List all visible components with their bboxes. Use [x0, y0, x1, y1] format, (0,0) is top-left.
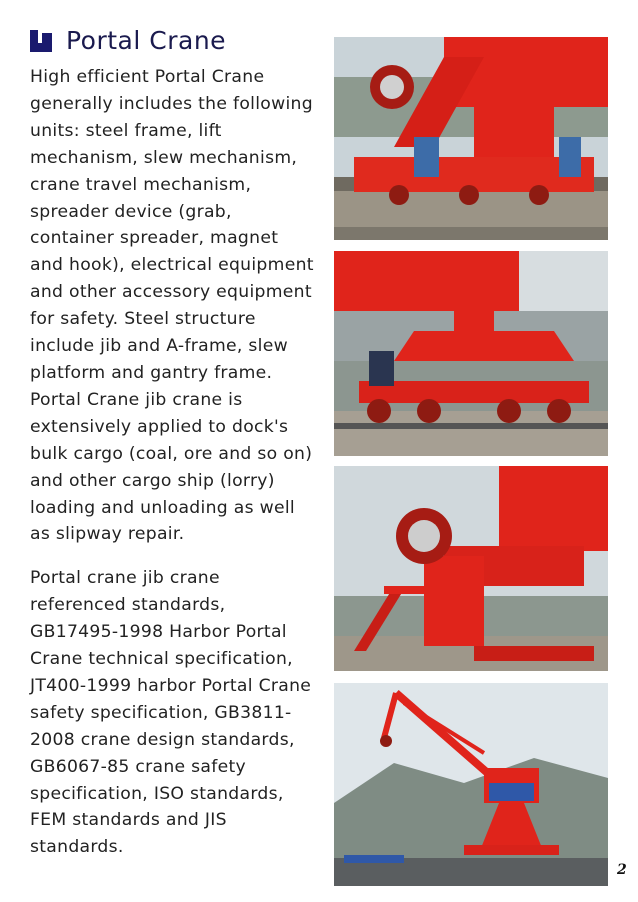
photo-portal-crane-full	[334, 683, 608, 886]
page-title: Portal Crane	[66, 26, 227, 55]
paragraph-standards: Portal crane jib crane referenced standards, GB17495-1998 Harbor Portal Crane technical specification, JT400-1999 harbor Portal Crane safety specification, GB3811-2008 crane design standards, GB6067-85 crane safety specification, ISO standards, FEM standards and JIS standards.	[30, 568, 312, 858]
photo-crane-gantry-base	[334, 37, 608, 240]
square-logo-icon	[30, 30, 52, 52]
body-text	[30, 64, 315, 861]
paragraph-description: High efficient Portal Crane generally includes the following units: steel frame, lift mechanism, slew mechanism, crane travel mechanism, spreader device (grab, container spreader, magnet and hook), electrical equipment and other accessory equipment for safety. Steel structure include jib and A-frame, slew platform and gantry frame. Portal Crane jib crane is extensively applied to dock's bulk cargo (coal, ore and so on) and other cargo ship (lorry) loading and unloading as well as slipway repair.	[30, 67, 314, 545]
page-number: 2	[617, 862, 627, 878]
photo-crane-cable-reel	[334, 466, 608, 671]
photo-crane-travel-bogies	[334, 251, 608, 456]
page-header	[30, 26, 226, 55]
